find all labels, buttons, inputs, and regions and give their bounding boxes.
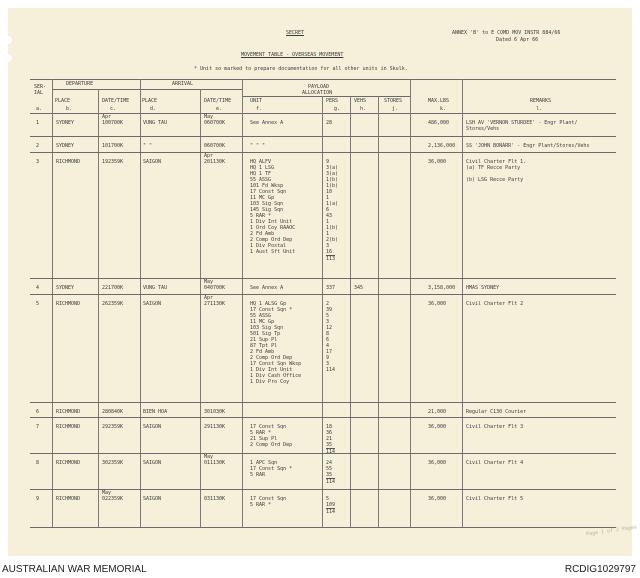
row-remark: (a) TF Recce Party	[466, 165, 521, 171]
annex-reference: ANNEX 'B' to E COMD MOV INSTR 884/66	[452, 30, 561, 36]
col-maxlbs-header: MAX.LBS	[428, 98, 450, 104]
row-pers: 1(a)	[326, 201, 339, 207]
col-remarks-header: REMARKS	[530, 98, 552, 104]
row-unit: 5 RAR *	[250, 213, 272, 219]
row-unit: 2 Fd Amb	[250, 349, 275, 355]
row-pers: 1(b)	[326, 225, 339, 231]
col-allocation-header: ALLOCATION	[302, 90, 333, 96]
row-pers: 6	[326, 337, 330, 343]
row-pers: 17	[326, 349, 333, 355]
row-arr-time: 201130K	[204, 159, 226, 165]
col-pers-header: PERS	[326, 98, 339, 104]
row-divider	[30, 294, 616, 295]
col-letter: e.	[216, 106, 223, 112]
col-divider	[322, 96, 323, 527]
row-dep-place: RICHMOND	[56, 159, 81, 165]
row-serial: 9	[36, 496, 40, 502]
col-divider	[350, 96, 351, 527]
row-unit: HQ 1 ALSG Gp	[250, 301, 287, 307]
col-stores-header: STORES	[384, 98, 403, 104]
row-unit: HQ ALFV	[250, 159, 272, 165]
row-maxlbs: 36,000	[428, 460, 447, 466]
col-serial-header: SER-	[34, 84, 47, 90]
row-maxlbs: 2,136,000	[428, 143, 456, 149]
row-maxlbs: 3,158,000	[428, 285, 456, 291]
row-unit: 55 ASSG	[250, 313, 272, 319]
col-divider	[140, 79, 141, 527]
col-letter: a.	[36, 106, 43, 112]
row-arr-time: May	[204, 454, 214, 460]
row-divider	[30, 453, 616, 454]
row-arr-time: 060700K	[204, 120, 226, 126]
row-serial: 1	[36, 120, 40, 126]
row-pers: 9	[326, 355, 330, 361]
row-pers: 36	[326, 430, 333, 436]
row-unit: 17 Const Sqn	[250, 424, 287, 430]
col-divider	[242, 79, 243, 527]
row-dep-time: 101700K	[102, 143, 124, 149]
row-serial: 3	[36, 159, 40, 165]
row-pers: 6	[326, 207, 330, 213]
row-dep-time: 022359K	[102, 496, 124, 502]
row-pers: 4	[326, 343, 330, 349]
row-remark: Regular C130 Courier	[466, 409, 527, 415]
row-dep-place: RICHMOND	[56, 496, 81, 502]
row-pers: 55	[326, 466, 333, 472]
row-pers: 2	[326, 301, 330, 307]
row-dep-place: RICHMOND	[56, 301, 81, 307]
row-arr-place: BIEN HOA	[143, 409, 168, 415]
row-arr-place: SAIGON	[143, 301, 162, 307]
row-arr-time: 011130K	[204, 460, 226, 466]
row-dep-time: 292359K	[102, 424, 124, 430]
row-unit: 17 Const Sqn Wksp	[250, 361, 302, 367]
annex-date: Dated 6 Apr 66	[496, 37, 539, 43]
row-dep-place: RICHMOND	[56, 460, 81, 466]
row-pers: 21	[326, 436, 333, 442]
row-dep-time: Apr	[102, 114, 112, 120]
row-dep-time: 302359K	[102, 460, 124, 466]
row-arr-time: 271130K	[204, 301, 226, 307]
row-pers: 1	[326, 195, 330, 201]
document-title: MOVEMENT TABLE - OVERSEAS MOVEMENT	[241, 52, 344, 58]
row-pers: 12	[326, 325, 333, 331]
row-unit: 501 Sig Tp	[250, 331, 281, 337]
row-unit: 5 RAR	[250, 472, 266, 478]
row-unit: 1 Div Cash Office	[250, 373, 302, 379]
row-unit: 11 MC Gp	[250, 319, 275, 325]
archive-stamp: Page 1 of 2 Pages	[585, 524, 638, 538]
row-arr-time: 301030K	[204, 409, 226, 415]
row-serial: 5	[36, 301, 40, 307]
row-dep-time: 192359K	[102, 159, 124, 165]
col-divider	[200, 89, 201, 527]
row-unit: HQ 1 LSG	[250, 165, 275, 171]
row-dep-time: 262359K	[102, 301, 124, 307]
col-divider	[462, 79, 463, 527]
row-unit: 2 Comp Ord Dep	[250, 237, 293, 243]
row-serial: 7	[36, 424, 40, 430]
row-pers: 1(b)	[326, 177, 339, 183]
row-arr-time: Apr	[204, 295, 214, 301]
row-pers: 18	[326, 424, 333, 430]
row-maxlbs: 21,000	[428, 409, 447, 415]
row-pers: 3	[326, 243, 330, 249]
row-pers-total: 114	[326, 479, 336, 485]
row-pers: 3(a)	[326, 165, 339, 171]
row-arr-place: SAIGON	[143, 460, 162, 466]
row-arr-time: Apr	[204, 153, 214, 159]
row-unit: 5 RAR *	[250, 502, 272, 508]
col-divider	[52, 79, 53, 527]
documentation-note: * Unit so marked to prepare documentation for all other units in Skulk.	[194, 66, 408, 72]
row-pers: 10	[326, 189, 333, 195]
payload-rule	[242, 96, 410, 97]
row-arr-place: SAIGON	[143, 424, 162, 430]
col-place2-header: PLACE	[142, 98, 158, 104]
row-arr-time: May	[204, 114, 214, 120]
row-remark: SS 'JOHN BONARR' - Engr Plant/Stores/Vehs	[466, 143, 590, 149]
row-pers: 43	[326, 213, 333, 219]
row-unit: See Annex A	[250, 120, 284, 126]
row-maxlbs: 36,000	[428, 159, 447, 165]
row-unit: 1 APC Sqn	[250, 460, 278, 466]
row-dep-time: 280840K	[102, 409, 124, 415]
row-arr-place: VUNG TAU	[143, 120, 168, 126]
col-divider	[98, 89, 99, 527]
col-letter: g.	[334, 106, 341, 112]
row-arr-time: May	[204, 279, 214, 285]
row-unit: 17 Const Sqn *	[250, 307, 293, 313]
row-pers: 35	[326, 472, 333, 478]
row-unit: 2 Comp Ord Dep	[250, 355, 293, 361]
row-pers: 28	[326, 120, 333, 126]
row-remark: Civil Charter Flt 2	[466, 301, 524, 307]
row-arr-time: 060700K	[204, 143, 226, 149]
col-divider	[378, 96, 379, 527]
row-pers: 16	[326, 249, 333, 255]
row-dep-place: SYDNEY	[56, 285, 75, 291]
row-divider	[30, 417, 616, 418]
row-serial: 4	[36, 285, 40, 291]
col-divider	[410, 79, 411, 527]
row-unit: See Annex A	[250, 285, 284, 291]
footer-source-credit: AUSTRALIAN WAR MEMORIAL	[2, 564, 147, 575]
row-maxlbs: 36,000	[428, 496, 447, 502]
classification-marking: SECRET	[286, 30, 305, 36]
row-unit: 1 Div Postal	[250, 243, 287, 249]
departure-arrival-rule	[52, 89, 242, 90]
row-pers: 114	[326, 367, 336, 373]
row-maxlbs: 486,000	[428, 120, 450, 126]
row-unit: 1 Div Int Unit	[250, 367, 293, 373]
row-pers: 8	[326, 331, 330, 337]
row-dep-place: SYDNEY	[56, 120, 75, 126]
row-pers: 1	[326, 231, 330, 237]
row-serial: 2	[36, 143, 40, 149]
row-unit: 11 MC Gp	[250, 195, 275, 201]
col-departure-header: DEPARTURE	[66, 81, 94, 87]
row-unit: 145 Sig Sqn	[250, 207, 284, 213]
row-pers: 24	[326, 460, 333, 466]
col-letter: b.	[66, 106, 73, 112]
row-dep-time: May	[102, 490, 112, 496]
row-pers: 3	[326, 361, 330, 367]
row-divider	[30, 278, 616, 279]
col-place-header: PLACE	[55, 98, 71, 104]
col-datetime-header: DATE/TIME	[102, 98, 130, 104]
row-pers: 337	[326, 285, 336, 291]
row-maxlbs: 36,000	[428, 424, 447, 430]
col-unit-header: UNIT	[250, 98, 263, 104]
row-pers: 3	[326, 319, 330, 325]
col-letter: k.	[440, 106, 447, 112]
row-vehs: 345	[354, 285, 364, 291]
row-unit: 103 Sig Sqn	[250, 325, 284, 331]
table-header-rule	[30, 113, 616, 114]
row-unit: 1 Div Pro Coy	[250, 379, 290, 385]
row-pers: 5	[326, 496, 330, 502]
col-serial-header-2: IAL	[34, 90, 44, 96]
row-unit: 103 Sig Sqn	[250, 201, 284, 207]
row-arr-time: 040700K	[204, 285, 226, 291]
row-unit: 21 Sup Pl	[250, 337, 278, 343]
row-pers: 109	[326, 502, 336, 508]
row-unit: 1 Aust Sft Unit	[250, 249, 296, 255]
row-remark: (b) LSG Recce Party	[466, 177, 524, 183]
row-pers: 9	[326, 159, 330, 165]
row-dep-place: RICHMOND	[56, 409, 81, 415]
binder-hole	[4, 36, 12, 44]
row-arr-place: VUNG TAU	[143, 285, 168, 291]
col-letter: h.	[360, 106, 367, 112]
row-unit: 87 Tpt Pl	[250, 343, 278, 349]
footer-record-id: RCDIG1029797	[564, 564, 636, 575]
row-unit: 101 Fd Wksp	[250, 183, 284, 189]
row-divider	[30, 402, 616, 403]
row-unit: 17 Const Sqn	[250, 189, 287, 195]
row-divider	[30, 527, 616, 528]
row-pers: 39	[326, 307, 333, 313]
row-unit: 1 Div Int Unit	[250, 219, 293, 225]
col-datetime2-header: DATE/TIME	[204, 98, 232, 104]
row-remark: HMAS SYDNEY	[466, 285, 500, 291]
row-maxlbs: 36,000	[428, 301, 447, 307]
binder-hole	[4, 54, 12, 62]
table-top-rule	[30, 79, 616, 80]
row-unit: 5 RAR *	[250, 430, 272, 436]
row-arr-place: SAIGON	[143, 159, 162, 165]
row-remark: LSH AV 'VERNON STURDEE' - Engr Plant/	[466, 120, 578, 126]
row-pers: 1(b)	[326, 183, 339, 189]
col-payload-header: PAYLOAD	[308, 84, 330, 90]
row-pers-total: 114	[326, 509, 336, 515]
row-dep-time: 221700K	[102, 285, 124, 291]
row-remark: Civil Charter Flt 4	[466, 460, 524, 466]
row-arr-time: 031130K	[204, 496, 226, 502]
row-arr-place: " "	[143, 143, 153, 149]
row-divider	[30, 136, 616, 137]
row-serial: 6	[36, 409, 40, 415]
row-pers: 3(a)	[326, 171, 339, 177]
row-pers: 5	[326, 313, 330, 319]
row-remark: Stores/Vehs	[466, 126, 500, 132]
row-unit: 17 Const Sqn *	[250, 466, 293, 472]
row-pers: 2(b)	[326, 237, 339, 243]
row-divider	[30, 489, 616, 490]
row-pers: 1	[326, 219, 330, 225]
row-dep-place: RICHMOND	[56, 424, 81, 430]
row-remark: Civil Charter Flt 5	[466, 496, 524, 502]
row-dep-time: 100700K	[102, 120, 124, 126]
row-dep-place: SYDNEY	[56, 143, 75, 149]
row-pers: 35	[326, 442, 333, 448]
row-divider	[30, 152, 616, 153]
col-letter: j.	[392, 106, 399, 112]
row-arr-place: SAIGON	[143, 496, 162, 502]
row-unit: 21 Sup Pl	[250, 436, 278, 442]
col-letter: f.	[256, 106, 263, 112]
row-unit: 1 Ord Coy RAAOC	[250, 225, 296, 231]
col-letter: d.	[150, 106, 157, 112]
col-letter: c.	[110, 106, 117, 112]
row-remark: Civil Charter Flt 1.	[466, 159, 527, 165]
row-unit: 17 Const Sqn	[250, 496, 287, 502]
col-arrival-header: ARRIVAL	[172, 81, 194, 87]
row-unit: 2 Fd Amb	[250, 231, 275, 237]
row-remark: Civil Charter Flt 3	[466, 424, 524, 430]
col-vehs-header: VEHS	[354, 98, 367, 104]
row-serial: 8	[36, 460, 40, 466]
row-unit: HQ 1 TF	[250, 171, 272, 177]
row-pers-total: 113	[326, 256, 336, 262]
row-unit: 2 Comp Ord Dep	[250, 442, 293, 448]
row-pers-total: 114	[326, 449, 336, 455]
row-unit: 55 ASSG	[250, 177, 272, 183]
row-arr-time: 291130K	[204, 424, 226, 430]
row-unit: " " "	[250, 143, 266, 149]
col-letter: l.	[536, 106, 543, 112]
